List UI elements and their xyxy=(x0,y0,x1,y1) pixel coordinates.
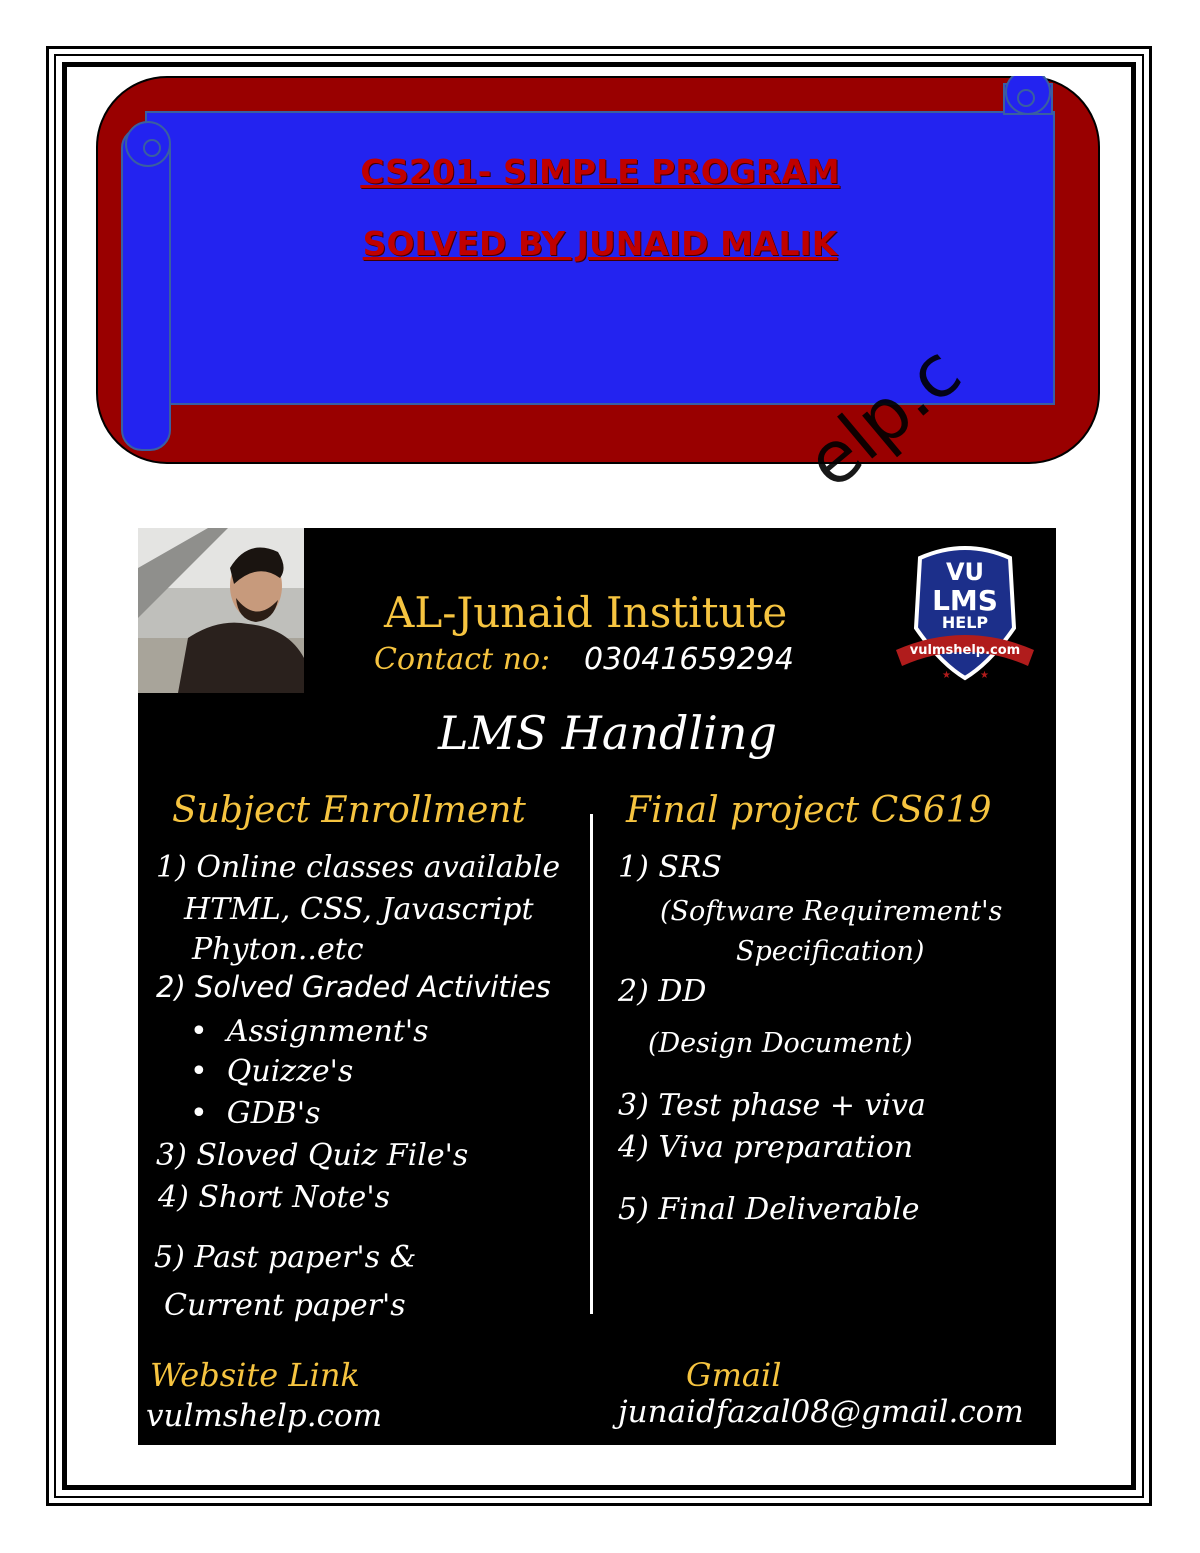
contact-number: 03041659294 xyxy=(584,642,794,677)
svg-text:★: ★ xyxy=(980,670,989,681)
badge-help: HELP xyxy=(941,613,989,632)
institute-name: AL-Junaid Institute xyxy=(384,588,788,637)
list-item: 4) Short Note's xyxy=(158,1180,390,1215)
badge-vu: VU xyxy=(945,558,985,586)
list-item: 1) Online classes available xyxy=(156,850,561,885)
badge-ribbon: vulmshelp.com xyxy=(909,643,1021,658)
gmail-address[interactable]: junaidfazal08@gmail.com xyxy=(618,1394,1024,1430)
gmail-label: Gmail xyxy=(686,1356,782,1394)
list-item: • Assignment's xyxy=(190,1014,429,1049)
list-item: 5) Final Deliverable xyxy=(618,1192,920,1227)
badge-lms: LMS xyxy=(932,584,998,617)
list-item: 2) Solved Graded Activities xyxy=(156,970,551,1004)
list-item: Current paper's xyxy=(164,1288,406,1323)
final-project-title: Final project CS619 xyxy=(626,790,992,831)
list-item: 4) Viva preparation xyxy=(618,1130,914,1165)
list-item: 3) Sloved Quiz File's xyxy=(156,1138,469,1173)
profile-photo xyxy=(138,528,304,693)
column-divider xyxy=(590,814,593,1314)
subject-enrollment-title: Subject Enrollment xyxy=(172,790,526,831)
list-item: (Software Requirement's xyxy=(660,896,1003,927)
banner-title-line1: CS201- SIMPLE PROGRAM xyxy=(360,152,840,191)
flyer-image xyxy=(138,528,1056,1445)
watermark-text: elp.c xyxy=(790,329,977,505)
svg-text:★: ★ xyxy=(942,670,951,681)
vu-lms-help-badge xyxy=(890,538,1040,688)
contact-label: Contact no: xyxy=(374,642,551,677)
banner-title-line2: SOLVED BY JUNAID MALIK xyxy=(362,224,838,263)
list-item: • Quizze's xyxy=(190,1054,354,1089)
list-item: 2) DD xyxy=(618,974,707,1009)
list-item: 3) Test phase + viva xyxy=(618,1088,926,1123)
website-link[interactable]: vulmshelp.com xyxy=(146,1398,383,1434)
list-item: 1) SRS xyxy=(618,850,723,885)
list-item: • GDB's xyxy=(190,1096,321,1131)
list-item: HTML, CSS, Javascript xyxy=(184,892,534,927)
lms-handling-heading: LMS Handling xyxy=(438,706,777,760)
list-item: 5) Past paper's & xyxy=(154,1240,417,1275)
website-label: Website Link xyxy=(150,1356,360,1394)
list-item: Specification) xyxy=(736,936,925,967)
list-item: (Design Document) xyxy=(648,1028,913,1059)
list-item: Phyton..etc xyxy=(192,932,364,967)
